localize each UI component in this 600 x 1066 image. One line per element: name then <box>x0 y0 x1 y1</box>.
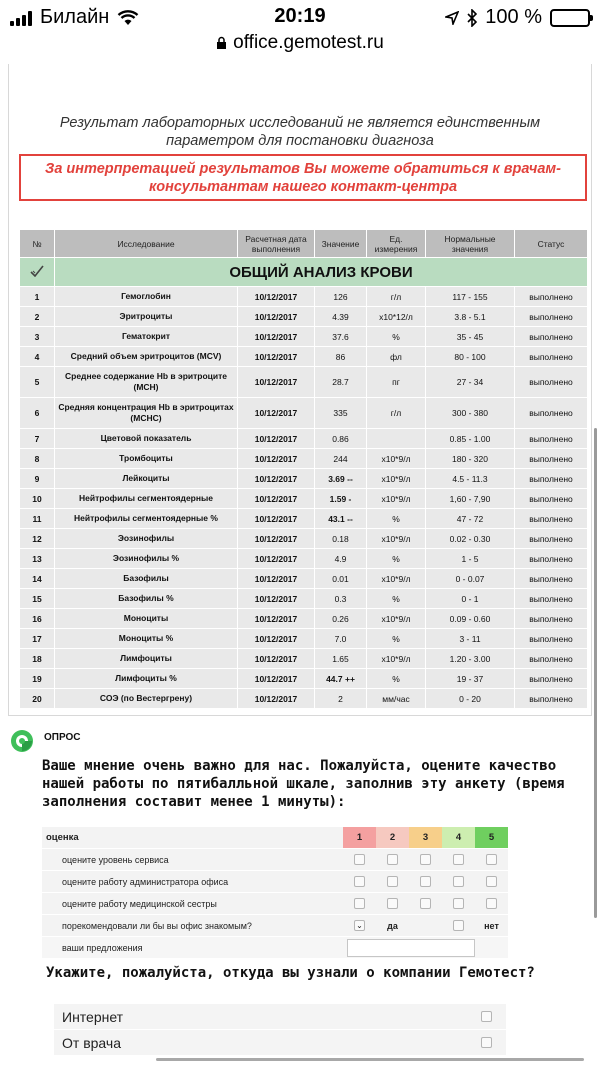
source-question: Укажите, пожалуйста, откуда вы узнали о компании Гемотест? <box>46 965 535 981</box>
test-name: Гематокрит <box>55 327 238 347</box>
result-row <box>20 549 588 569</box>
battery-percent: 100 % <box>485 6 542 28</box>
test-unit: % <box>367 549 426 569</box>
test-norm: 27 - 34 <box>426 367 515 398</box>
col-value: Значение <box>315 230 367 258</box>
col-number: № <box>20 230 55 258</box>
test-name: Эозинофилы % <box>55 549 238 569</box>
suggestions-label: ваши предложения <box>62 942 143 953</box>
test-date: 10/12/2017 <box>238 429 315 449</box>
test-date: 10/12/2017 <box>238 649 315 669</box>
test-value: 244 <box>315 449 367 469</box>
test-date: 10/12/2017 <box>238 287 315 307</box>
rating-header-row <box>42 827 508 849</box>
rating-question: оцените уровень сервиса <box>62 854 169 865</box>
rating-cell[interactable] <box>376 893 409 914</box>
test-status: выполнено <box>515 327 588 347</box>
test-date: 10/12/2017 <box>238 469 315 489</box>
test-date: 10/12/2017 <box>238 689 315 709</box>
source-option[interactable] <box>54 1004 506 1030</box>
rating-checkbox-4[interactable] <box>453 854 464 865</box>
result-row <box>20 529 588 549</box>
checkmark-icon <box>30 265 44 277</box>
test-status: выполнено <box>515 589 588 609</box>
test-name: Нейтрофилы сегментоядерные <box>55 489 238 509</box>
test-norm: 1 - 5 <box>426 549 515 569</box>
result-row <box>20 347 588 367</box>
rating-checkbox-4[interactable] <box>453 876 464 887</box>
test-status: выполнено <box>515 449 588 469</box>
group-title: ОБЩИЙ АНАЛИЗ КРОВИ <box>55 258 588 287</box>
row-number: 7 <box>20 429 55 449</box>
test-status: выполнено <box>515 629 588 649</box>
test-date: 10/12/2017 <box>238 327 315 347</box>
rating-cell[interactable] <box>409 893 442 914</box>
test-unit: x10*12/л <box>367 307 426 327</box>
result-row <box>20 469 588 489</box>
row-number: 3 <box>20 327 55 347</box>
source-label: Интернет <box>62 1008 124 1025</box>
test-name: Лейкоциты <box>55 469 238 489</box>
test-value: 3.69 -- <box>315 469 367 489</box>
test-unit: г/л <box>367 287 426 307</box>
test-status: выполнено <box>515 529 588 549</box>
test-value: 335 <box>315 398 367 429</box>
test-norm: 0 - 1 <box>426 589 515 609</box>
group-row <box>20 258 588 287</box>
test-norm: 180 - 320 <box>426 449 515 469</box>
test-value: 4.39 <box>315 307 367 327</box>
test-norm: 300 - 380 <box>426 398 515 429</box>
test-norm: 117 - 155 <box>426 287 515 307</box>
suggestions-row <box>42 937 508 959</box>
scale-2: 2 <box>376 827 409 848</box>
test-status: выполнено <box>515 689 588 709</box>
recommend-no-cell[interactable] <box>442 915 475 936</box>
test-value: 0.26 <box>315 609 367 629</box>
rating-checkbox-5[interactable] <box>486 898 497 909</box>
lock-icon <box>216 36 227 50</box>
rating-question: оцените работу администратора офиса <box>62 876 229 887</box>
status-right <box>445 6 590 29</box>
rating-checkbox-2[interactable] <box>387 876 398 887</box>
poll-intro: Ваше мнение очень важно для нас. Пожалуйста, оцените качество нашей работы по пятибалльной шкале, заполнив эту анкету (время заполнения составит менее 1 минуты): <box>42 758 565 810</box>
test-name: Нейтрофилы сегментоядерные % <box>55 509 238 529</box>
row-number: 8 <box>20 449 55 469</box>
test-value: 37.6 <box>315 327 367 347</box>
report-disclaimer: Результат лабораторных исследований не является единственным параметром для постановки диагноза <box>59 115 541 149</box>
test-status: выполнено <box>515 367 588 398</box>
consultation-notice: За интерпретацией результатов Вы можете обратиться к врачам-консультантам нашего контакт-центра <box>19 154 587 201</box>
row-number: 11 <box>20 509 55 529</box>
row-number: 2 <box>20 307 55 327</box>
result-row <box>20 429 588 449</box>
rating-cell[interactable] <box>442 893 475 914</box>
rating-checkbox-2[interactable] <box>387 854 398 865</box>
no-label: нет <box>484 920 499 931</box>
test-unit: x10*9/л <box>367 469 426 489</box>
bluetooth-icon <box>467 9 477 27</box>
rating-checkbox-3[interactable] <box>420 898 431 909</box>
scale-3: 3 <box>409 827 442 848</box>
result-row <box>20 609 588 629</box>
test-value: 44.7 ++ <box>315 669 367 689</box>
test-status: выполнено <box>515 347 588 367</box>
test-norm: 35 - 45 <box>426 327 515 347</box>
col-test: Исследование <box>55 230 238 258</box>
test-value: 0.86 <box>315 429 367 449</box>
row-number: 10 <box>20 489 55 509</box>
test-status: выполнено <box>515 287 588 307</box>
test-date: 10/12/2017 <box>238 569 315 589</box>
test-name: СОЭ (по Вестергрену) <box>55 689 238 709</box>
recommend-row <box>42 915 508 937</box>
url-text: office.gemotest.ru <box>233 32 384 53</box>
poll-label: ОПРОС <box>44 731 81 743</box>
test-date: 10/12/2017 <box>238 367 315 398</box>
recommend-question: порекомендовали ли бы вы офис знакомым? <box>62 920 252 931</box>
test-name: Гемоглобин <box>55 287 238 307</box>
rating-checkbox-1[interactable] <box>354 876 365 887</box>
test-unit: фл <box>367 347 426 367</box>
test-norm: 19 - 37 <box>426 669 515 689</box>
test-value: 0.3 <box>315 589 367 609</box>
test-unit: г/л <box>367 398 426 429</box>
row-number: 1 <box>20 287 55 307</box>
suggestions-input[interactable] <box>347 939 475 957</box>
url-bar[interactable] <box>0 32 600 56</box>
test-value: 4.9 <box>315 549 367 569</box>
test-unit: % <box>367 509 426 529</box>
test-unit: x10*9/л <box>367 489 426 509</box>
test-name: Эритроциты <box>55 307 238 327</box>
test-unit: пг <box>367 367 426 398</box>
rating-cell[interactable] <box>343 849 376 870</box>
vertical-scrollbar[interactable] <box>594 428 597 918</box>
test-norm: 1,60 - 7,90 <box>426 489 515 509</box>
test-status: выполнено <box>515 398 588 429</box>
scale-4: 4 <box>442 827 475 848</box>
test-date: 10/12/2017 <box>238 589 315 609</box>
test-norm: 0.02 - 0.30 <box>426 529 515 549</box>
test-value: 0.18 <box>315 529 367 549</box>
result-row <box>20 398 588 429</box>
recommend-yes-checkbox[interactable]: ⌄ <box>354 920 365 931</box>
test-value: 1.65 <box>315 649 367 669</box>
rating-checkbox-2[interactable] <box>387 898 398 909</box>
test-status: выполнено <box>515 307 588 327</box>
rating-cell[interactable] <box>409 871 442 892</box>
test-norm: 0.85 - 1.00 <box>426 429 515 449</box>
test-name: Лимфоциты % <box>55 669 238 689</box>
scale-5: 5 <box>475 827 508 848</box>
test-name: Лимфоциты <box>55 649 238 669</box>
test-norm: 47 - 72 <box>426 509 515 529</box>
test-unit: % <box>367 327 426 347</box>
test-date: 10/12/2017 <box>238 307 315 327</box>
test-value: 43.1 -- <box>315 509 367 529</box>
test-value: 7.0 <box>315 629 367 649</box>
result-row <box>20 689 588 709</box>
test-value: 0.01 <box>315 569 367 589</box>
test-value: 86 <box>315 347 367 367</box>
result-row <box>20 327 588 347</box>
test-status: выполнено <box>515 649 588 669</box>
test-norm: 3 - 11 <box>426 629 515 649</box>
rating-cell[interactable] <box>475 871 508 892</box>
test-name: Среднее содержание Hb в эритроците (MCH) <box>55 367 238 398</box>
test-name: Тромбоциты <box>55 449 238 469</box>
rating-question-row <box>42 849 508 871</box>
test-status: выполнено <box>515 469 588 489</box>
col-norm: Нормальные значения <box>426 230 515 258</box>
test-unit: x10*9/л <box>367 569 426 589</box>
result-row <box>20 287 588 307</box>
test-status: выполнено <box>515 509 588 529</box>
test-unit: % <box>367 629 426 649</box>
test-unit <box>367 429 426 449</box>
test-unit: x10*9/л <box>367 529 426 549</box>
row-number: 14 <box>20 569 55 589</box>
row-number: 5 <box>20 367 55 398</box>
poll-header <box>10 729 81 753</box>
result-row <box>20 449 588 469</box>
test-status: выполнено <box>515 489 588 509</box>
test-date: 10/12/2017 <box>238 398 315 429</box>
test-status: выполнено <box>515 609 588 629</box>
test-date: 10/12/2017 <box>238 669 315 689</box>
spacer-cell <box>409 915 442 936</box>
rating-cell[interactable] <box>442 849 475 870</box>
rating-cell[interactable] <box>475 849 508 870</box>
row-number: 12 <box>20 529 55 549</box>
result-row <box>20 489 588 509</box>
rating-header-label: оценка <box>46 832 79 843</box>
result-row <box>20 367 588 398</box>
row-number: 4 <box>20 347 55 367</box>
rating-checkbox-4[interactable] <box>453 898 464 909</box>
source-label: От врача <box>62 1034 121 1051</box>
clock: 20:19 <box>274 5 326 27</box>
rating-checkbox-1[interactable] <box>354 898 365 909</box>
recommend-yes-cell[interactable] <box>343 915 376 936</box>
test-norm: 0 - 20 <box>426 689 515 709</box>
test-status: выполнено <box>515 569 588 589</box>
rating-question-row <box>42 871 508 893</box>
row-number: 16 <box>20 609 55 629</box>
rating-form <box>42 827 508 959</box>
row-number: 6 <box>20 398 55 429</box>
test-norm: 0.09 - 0.60 <box>426 609 515 629</box>
test-name: Средний объем эритроцитов (MCV) <box>55 347 238 367</box>
location-arrow-icon <box>445 11 459 25</box>
test-unit: мм/час <box>367 689 426 709</box>
carrier-name: Билайн <box>40 6 110 28</box>
test-date: 10/12/2017 <box>238 609 315 629</box>
scale-1: 1 <box>343 827 376 848</box>
result-row <box>20 629 588 649</box>
ios-status-bar <box>0 0 600 34</box>
poll-logo-icon <box>10 729 34 753</box>
col-unit: Ед. измерения <box>367 230 426 258</box>
test-date: 10/12/2017 <box>238 549 315 569</box>
test-date: 10/12/2017 <box>238 449 315 469</box>
test-date: 10/12/2017 <box>238 489 315 509</box>
test-norm: 4.5 - 11.3 <box>426 469 515 489</box>
rating-cell[interactable] <box>376 871 409 892</box>
battery-icon <box>550 9 590 27</box>
results-table <box>19 229 588 709</box>
test-unit: x10*9/л <box>367 609 426 629</box>
test-norm: 0 - 0.07 <box>426 569 515 589</box>
test-value: 1.59 - <box>315 489 367 509</box>
source-option[interactable] <box>54 1030 506 1056</box>
test-status: выполнено <box>515 429 588 449</box>
result-row <box>20 509 588 529</box>
test-status: выполнено <box>515 669 588 689</box>
yes-label: да <box>387 920 398 931</box>
test-date: 10/12/2017 <box>238 509 315 529</box>
rating-cell[interactable] <box>442 871 475 892</box>
rating-checkbox-5[interactable] <box>486 854 497 865</box>
test-norm: 3.8 - 5.1 <box>426 307 515 327</box>
test-name: Моноциты <box>55 609 238 629</box>
test-date: 10/12/2017 <box>238 629 315 649</box>
row-number: 18 <box>20 649 55 669</box>
rating-checkbox-3[interactable] <box>420 854 431 865</box>
rating-cell[interactable] <box>343 871 376 892</box>
group-check[interactable] <box>20 258 55 287</box>
test-value: 126 <box>315 287 367 307</box>
rating-question-row <box>42 893 508 915</box>
rating-cell[interactable] <box>376 849 409 870</box>
row-number: 20 <box>20 689 55 709</box>
table-header-row <box>20 230 588 258</box>
test-name: Базофилы % <box>55 589 238 609</box>
rating-cell[interactable] <box>343 893 376 914</box>
test-norm: 80 - 100 <box>426 347 515 367</box>
source-checkbox[interactable] <box>481 1011 492 1022</box>
test-unit: % <box>367 669 426 689</box>
rating-checkbox-3[interactable] <box>420 876 431 887</box>
result-row <box>20 589 588 609</box>
test-name: Средняя концентрация Hb в эритроцитах (MCHC) <box>55 398 238 429</box>
test-date: 10/12/2017 <box>238 347 315 367</box>
rating-cell[interactable] <box>409 849 442 870</box>
result-row <box>20 669 588 689</box>
test-name: Моноциты % <box>55 629 238 649</box>
recommend-no-checkbox[interactable] <box>453 920 464 931</box>
col-status: Статус <box>515 230 588 258</box>
rating-question: оцените работу медицинской сестры <box>62 898 217 909</box>
rating-cell[interactable] <box>475 893 508 914</box>
test-value: 28.7 <box>315 367 367 398</box>
source-options <box>54 1004 506 1056</box>
test-name: Эозинофилы <box>55 529 238 549</box>
result-row <box>20 569 588 589</box>
test-norm: 1.20 - 3.00 <box>426 649 515 669</box>
row-number: 19 <box>20 669 55 689</box>
rating-checkbox-5[interactable] <box>486 876 497 887</box>
source-checkbox[interactable] <box>481 1037 492 1048</box>
col-date: Расчетная дата выполнения <box>238 230 315 258</box>
test-unit: x10*9/л <box>367 649 426 669</box>
test-date: 10/12/2017 <box>238 529 315 549</box>
rating-checkbox-1[interactable] <box>354 854 365 865</box>
row-number: 9 <box>20 469 55 489</box>
test-status: выполнено <box>515 549 588 569</box>
result-row <box>20 649 588 669</box>
row-number: 13 <box>20 549 55 569</box>
horizontal-scrollbar[interactable] <box>156 1058 584 1061</box>
result-row <box>20 307 588 327</box>
row-number: 15 <box>20 589 55 609</box>
test-name: Цветовой показатель <box>55 429 238 449</box>
test-unit: x10*9/л <box>367 449 426 469</box>
test-unit: % <box>367 589 426 609</box>
test-name: Базофилы <box>55 569 238 589</box>
row-number: 17 <box>20 629 55 649</box>
test-value: 2 <box>315 689 367 709</box>
